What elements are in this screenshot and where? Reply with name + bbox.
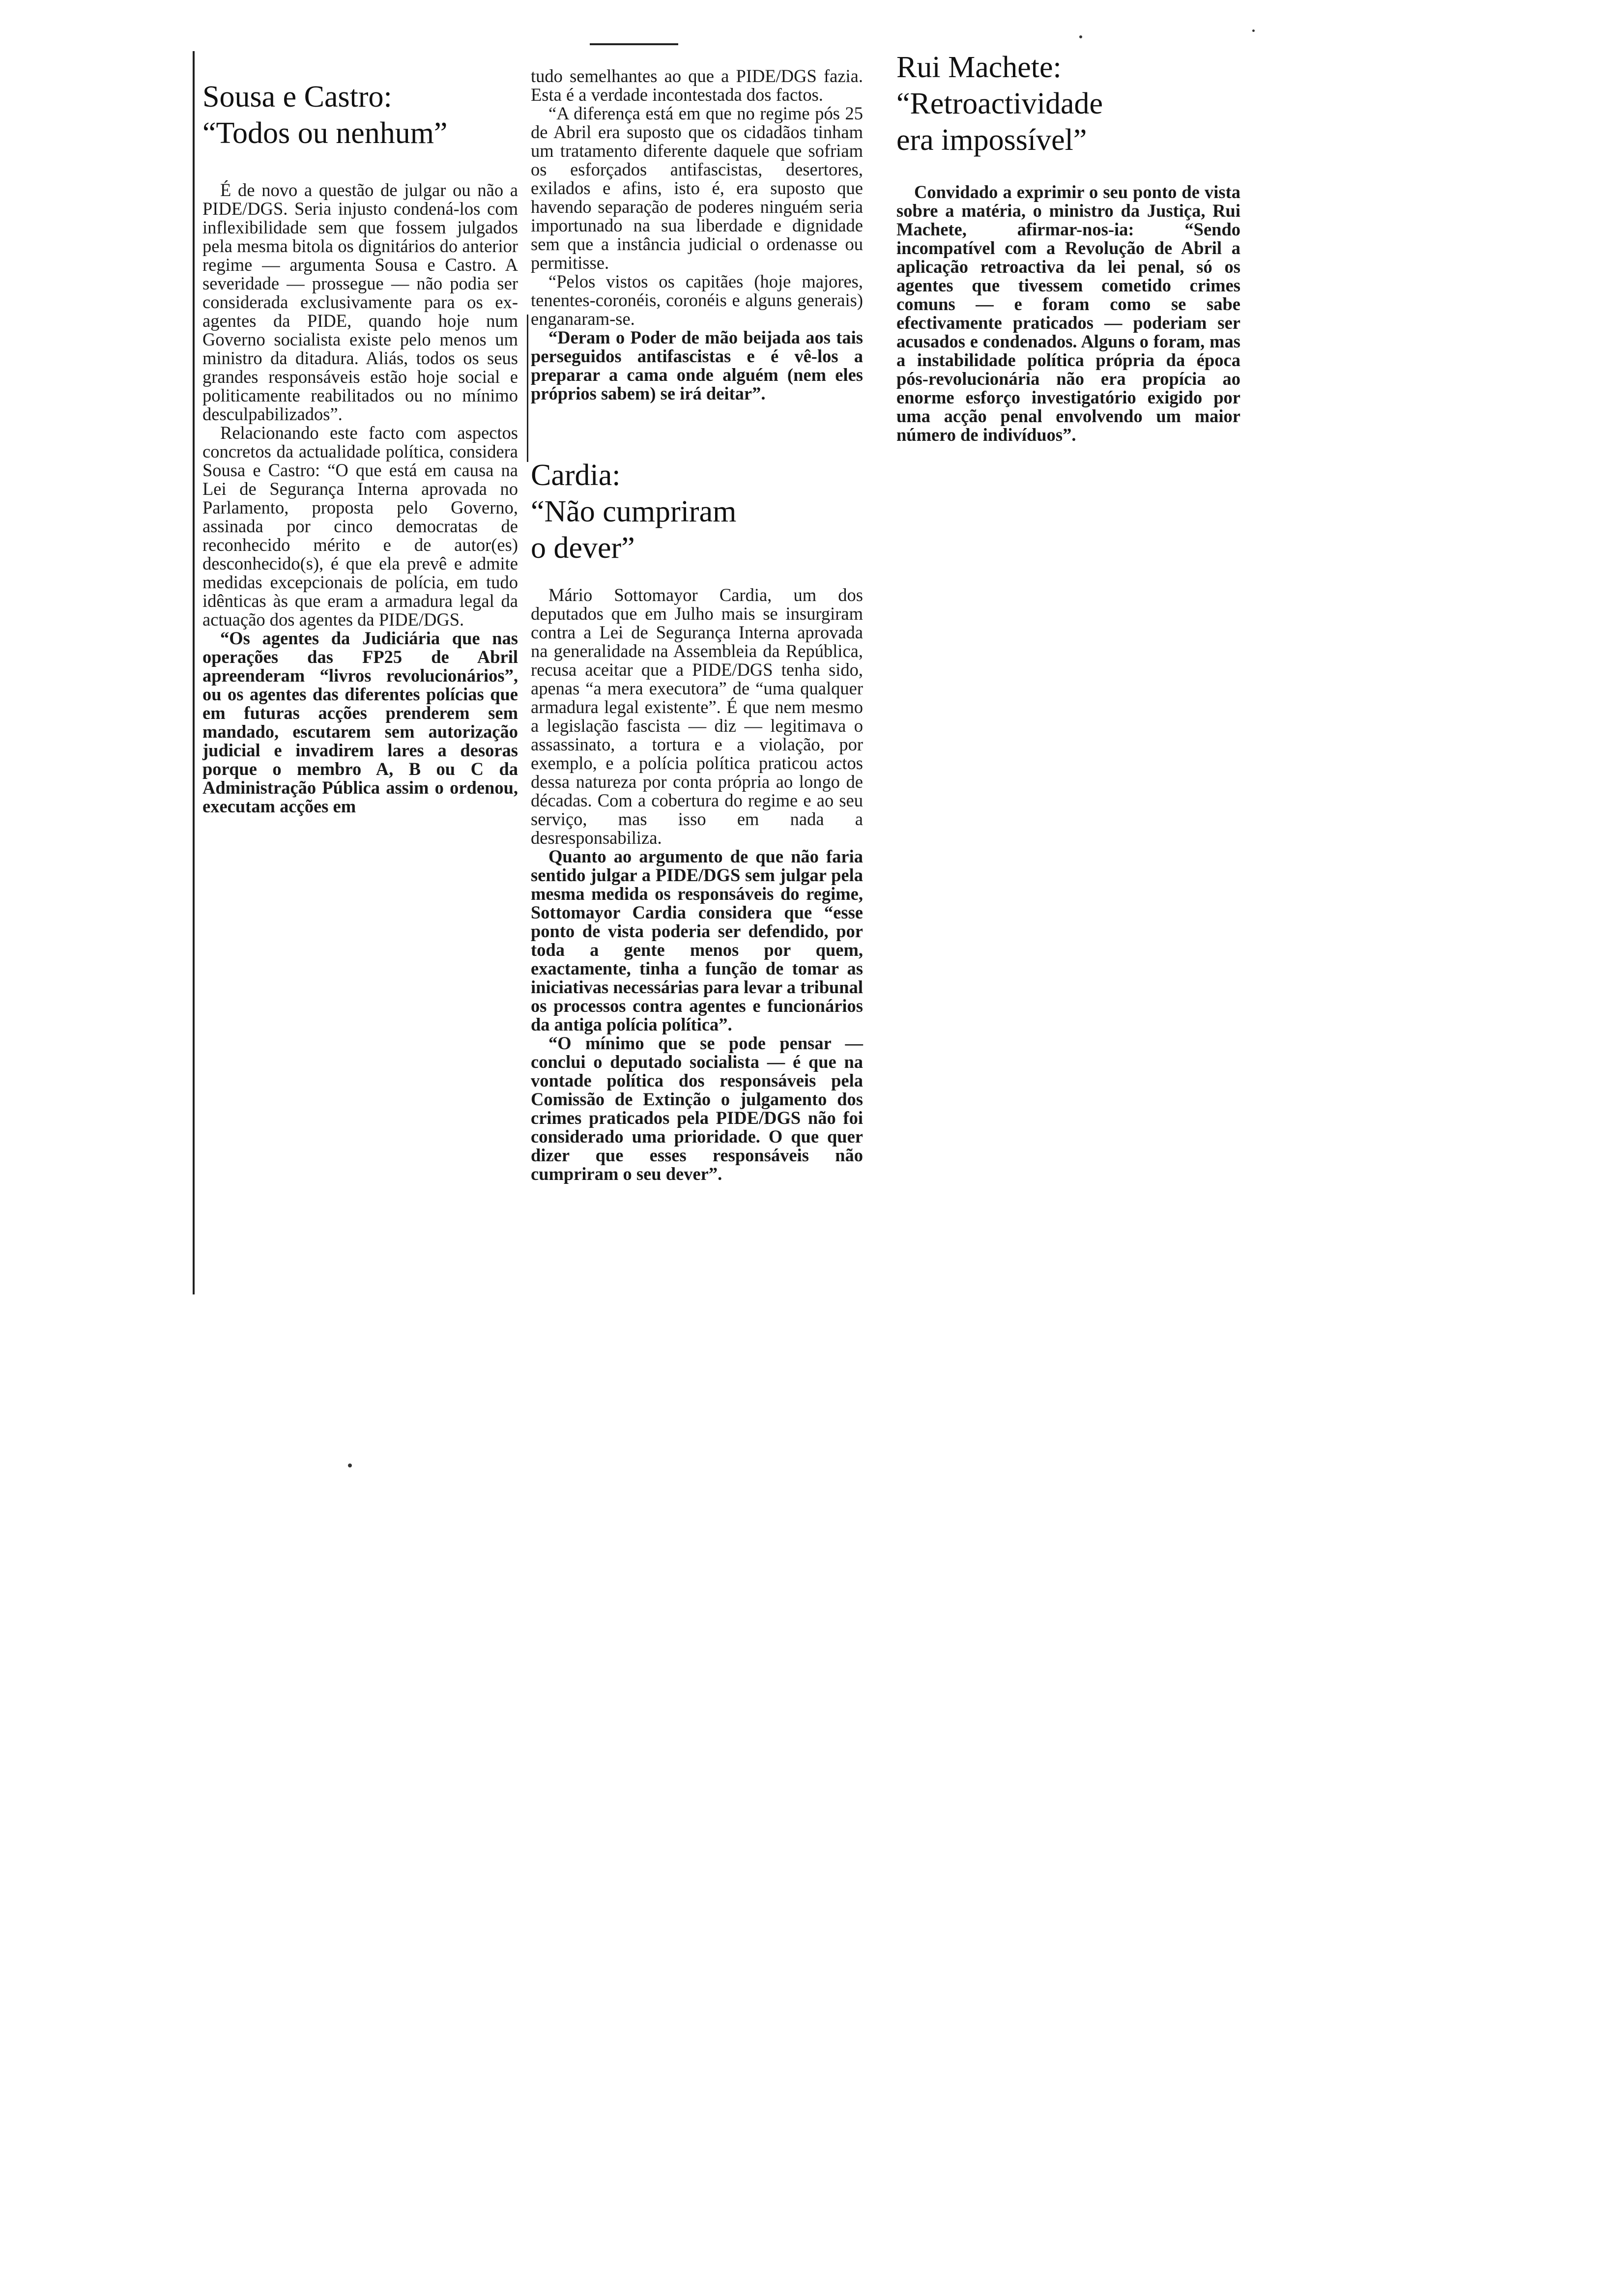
headline-line: “Todos ou nenhum” [202,116,448,150]
scan-speck [348,1464,352,1467]
column-rule [527,315,528,462]
headline-line: Rui Machete: [896,51,1062,84]
headline-line: “Não cumpriram [531,495,737,528]
article-middle-column [531,67,863,1183]
article-paragraph: Quanto ao argumento de que não faria sentido julgar a PIDE/DGS sem julgar pela mesma medida os responsáveis do regime, Sottomayor Cardia considera que “esse ponto de vista poderia ser defendido, por toda a gente menos por quem, exactamente, tinha a função de tomar as iniciativas necessárias para levar a tribunal os processos contra agentes e funcionários da antiga polícia política”. [531,846,863,1034]
article-paragraph: tudo semelhantes ao que a PIDE/DGS fazia. Esta é a verdade incontestada dos factos. [531,66,863,105]
article-headline [531,457,863,566]
article-paragraph: Relacionando este facto com aspectos concretos da actualidade política, considera Sousa e Castro: “O que está em causa na Lei de Segurança Interna aprovada no Parlamento, proposta pelo Governo, assinada por cinco democratas de reconhecido mérito e de autor(es) desconhecido(s), é que ela prevê e admite medidas excepcionais de polícia, em tudo idênticas às que eram a armadura legal da actuação dos agentes da PIDE/DGS. [202,423,518,630]
article-sousa-castro [202,79,518,816]
article-paragraph: Convidado a exprimir o seu ponto de vista sobre a matéria, o ministro da Justiça, Rui Machete, afirmar-nos-ia: “Sendo incompatível com a Revolução de Abril a aplicação retroactiva da lei penal, só os agentes que tivessem cometido crimes comuns — e foram como se sabe efectivamente praticados — poderiam ser acusados e condenados. Alguns o foram, mas a instabilidade política própria da época pós-revolucionária não era propícia ao enorme esforço investigatório exigido por uma acção penal envolvendo um maior número de indivíduos”. [896,182,1240,445]
article-paragraph: É de novo a questão de julgar ou não a PIDE/DGS. Seria injusto condená-los com inflexibilidade sem que fossem julgados pela mesma bitola os dignitários do anterior regime — argumenta Sousa e Castro. A severidade — prossegue — não podia ser considerada exclusivamente para os ex-agentes da PIDE, quando hoje num Governo socialista existe pelo menos um ministro da ditadura. Aliás, todos os seus grandes responsáveis estão hoje social e politicamente reabilitados ou no mínimo desculpabilizados”. [202,180,518,424]
article-paragraph: “Pelos vistos os capitães (hoje majores, tenentes-coronéis, coronéis e alguns generais) enganaram-se. [531,271,863,329]
article-paragraph: “Deram o Poder de mão beijada aos tais perseguidos antifascistas e é vê-los a preparar a cama onde alguém (nem eles próprios sabem) se irá deitar”. [531,327,863,403]
article-rui-machete [896,49,1240,444]
headline-line: o dever” [531,531,635,565]
headline-line: Sousa e Castro: [202,80,392,114]
headline-line: Cardia: [531,459,621,492]
column-rule [193,51,195,1294]
scan-speck [1252,29,1255,32]
article-headline [202,79,518,151]
article-headline [896,49,1240,158]
article-paragraph: “O mínimo que se pode pensar — conclui o deputado socialista — é que na vontade política dos responsáveis pela Comissão de Extinção o julgamento dos crimes praticados pela PIDE/DGS não foi considerado uma prioridade. O que quer dizer que esses responsáveis não cumpriram o seu dever”. [531,1033,863,1184]
top-rule [590,43,678,45]
article-paragraph: “Os agentes da Judiciária que nas operações das FP25 de Abril apreenderam “livros revolucionários”, ou os agentes das diferentes polícias que em futuras acções prenderem sem mandado, escutarem sem autorização judicial e invadirem lares a desoras porque o membro A, B ou C da Administração Pública assim o ordenou, executam acções em [202,628,518,816]
article-paragraph: “A diferença está em que no regime pós 25 de Abril era suposto que os cidadãos tinham um tratamento diferente daquele que sofriam os esforçados antifascistas, desertores, exilados e afins, isto é, era suposto que havendo separação de poderes ninguém seria importunado na sua liberdade e dignidade sem que a instância judicial o ordenasse ou permitisse. [531,103,863,273]
article-paragraph: Mário Sottomayor Cardia, um dos deputados que em Julho mais se insurgiram contra a Lei de Segurança Interna aprovada na generalidade na Assembleia da República, recusa aceitar que a PIDE/DGS tenha sido, apenas “a mera executora” de “uma qualquer armadura legal existente”. É que nem mesmo a legislação fascista — diz — legitimava o assassinato, a tortura e a violação, por exemplo, e a polícia política praticou actos dessa natureza por conta própria ao longo de décadas. Com a cobertura do regime e ao seu serviço, mas isso em nada a desresponsabiliza. [531,585,863,848]
headline-line: era impossível” [896,123,1087,157]
headline-line: “Retroactividade [896,87,1103,120]
scan-speck [1079,35,1082,38]
